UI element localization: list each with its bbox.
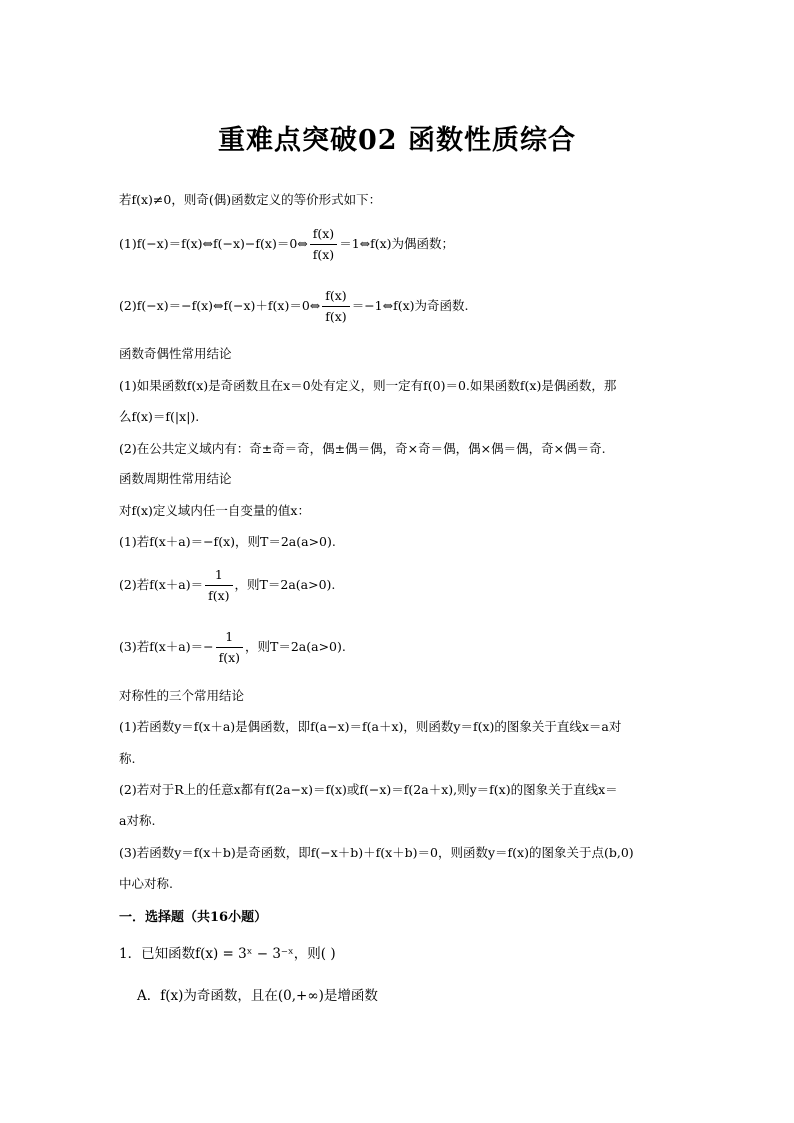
period-line-4-left: (3)若f(x＋a)＝− xyxy=(119,639,214,654)
fraction-numerator: f(x) xyxy=(310,226,337,245)
period-line-3-right: ，则T＝2a(a>0). xyxy=(234,577,336,592)
fraction xyxy=(322,288,349,325)
intro-line-1: 若f(x)≠0，则奇(偶)函数定义的等价形式如下： xyxy=(119,192,382,207)
section-title: 一．选择题（共16小题） xyxy=(119,910,268,925)
page-title: 重难点突破02 函数性质综合 xyxy=(218,125,576,156)
symmetry-line-1: (1)若函数y＝f(x＋a)是偶函数，即f(a−x)＝f(a＋x)，则函数y＝f(x)的图象关于直线x＝a对 xyxy=(119,719,622,734)
period-line-2: (1)若f(x＋a)＝−f(x)，则T＝2a(a>0). xyxy=(119,534,336,549)
intro-line-3 xyxy=(119,288,469,325)
parity-heading: 函数奇偶性常用结论 xyxy=(119,346,232,361)
intro-line-2 xyxy=(119,226,454,263)
fraction-numerator: 1 xyxy=(205,567,232,586)
fraction xyxy=(216,629,243,666)
parity-line-2: 么f(x)＝f(|x|). xyxy=(119,409,200,424)
period-line-3-left: (2)若f(x＋a)＝ xyxy=(119,577,204,592)
fraction-numerator: f(x) xyxy=(322,288,349,307)
symmetry-line-5: (3)若函数y＝f(x＋b)是奇函数，即f(−x＋b)＋f(x＋b)＝0，则函数y＝f(x)的图象关于点(b,0) xyxy=(119,845,634,860)
question-1-option-a: A．f(x)为奇函数，且在(0,+∞)是增函数 xyxy=(137,988,378,1004)
fraction-denominator: f(x) xyxy=(208,588,230,603)
fraction xyxy=(310,226,337,263)
symmetry-line-6: 中心对称. xyxy=(119,876,173,891)
period-line-3 xyxy=(119,567,335,604)
period-heading: 函数周期性常用结论 xyxy=(119,471,232,486)
period-line-4-right: ，则T＝2a(a>0). xyxy=(245,639,346,654)
symmetry-line-3: (2)若对于R上的任意x都有f(2a−x)＝f(x)或f(−x)＝f(2a＋x),则y＝f(x)的图象关于直线x＝ xyxy=(119,782,618,797)
fraction xyxy=(205,567,232,604)
symmetry-line-4: a对称. xyxy=(119,813,156,828)
period-line-1: 对f(x)定义域内任一自变量的值x： xyxy=(119,503,310,518)
fraction-denominator: f(x) xyxy=(325,309,347,324)
intro-line-2-left: (1)f(−x)＝f(x)⇔f(−x)−f(x)＝0⇔ xyxy=(119,236,308,251)
parity-line-1: (1)如果函数f(x)是奇函数且在x＝0处有定义，则一定有f(0)＝0.如果函数f(x)是偶函数，那 xyxy=(119,378,617,393)
intro-line-2-right: ＝1⇔f(x)为偶函数； xyxy=(339,236,455,251)
parity-line-3: (2)在公共定义域内有：奇±奇＝奇，偶±偶＝偶，奇×奇＝偶，偶×偶＝偶，奇×偶＝奇. xyxy=(119,441,606,456)
symmetry-line-2: 称. xyxy=(119,751,136,766)
fraction-denominator: f(x) xyxy=(312,247,335,262)
period-line-4 xyxy=(119,629,346,666)
fraction-numerator: 1 xyxy=(216,629,243,648)
question-1-stem: 1．已知函数f(x) = 3ˣ − 3⁻ˣ，则( ) xyxy=(119,946,336,962)
intro-line-3-left: (2)f(−x)＝−f(x)⇔f(−x)＋f(x)＝0⇔ xyxy=(119,298,321,313)
fraction-denominator: f(x) xyxy=(218,650,240,665)
symmetry-heading: 对称性的三个常用结论 xyxy=(119,688,245,703)
intro-line-3-right: ＝−1⇔f(x)为奇函数. xyxy=(351,298,469,313)
